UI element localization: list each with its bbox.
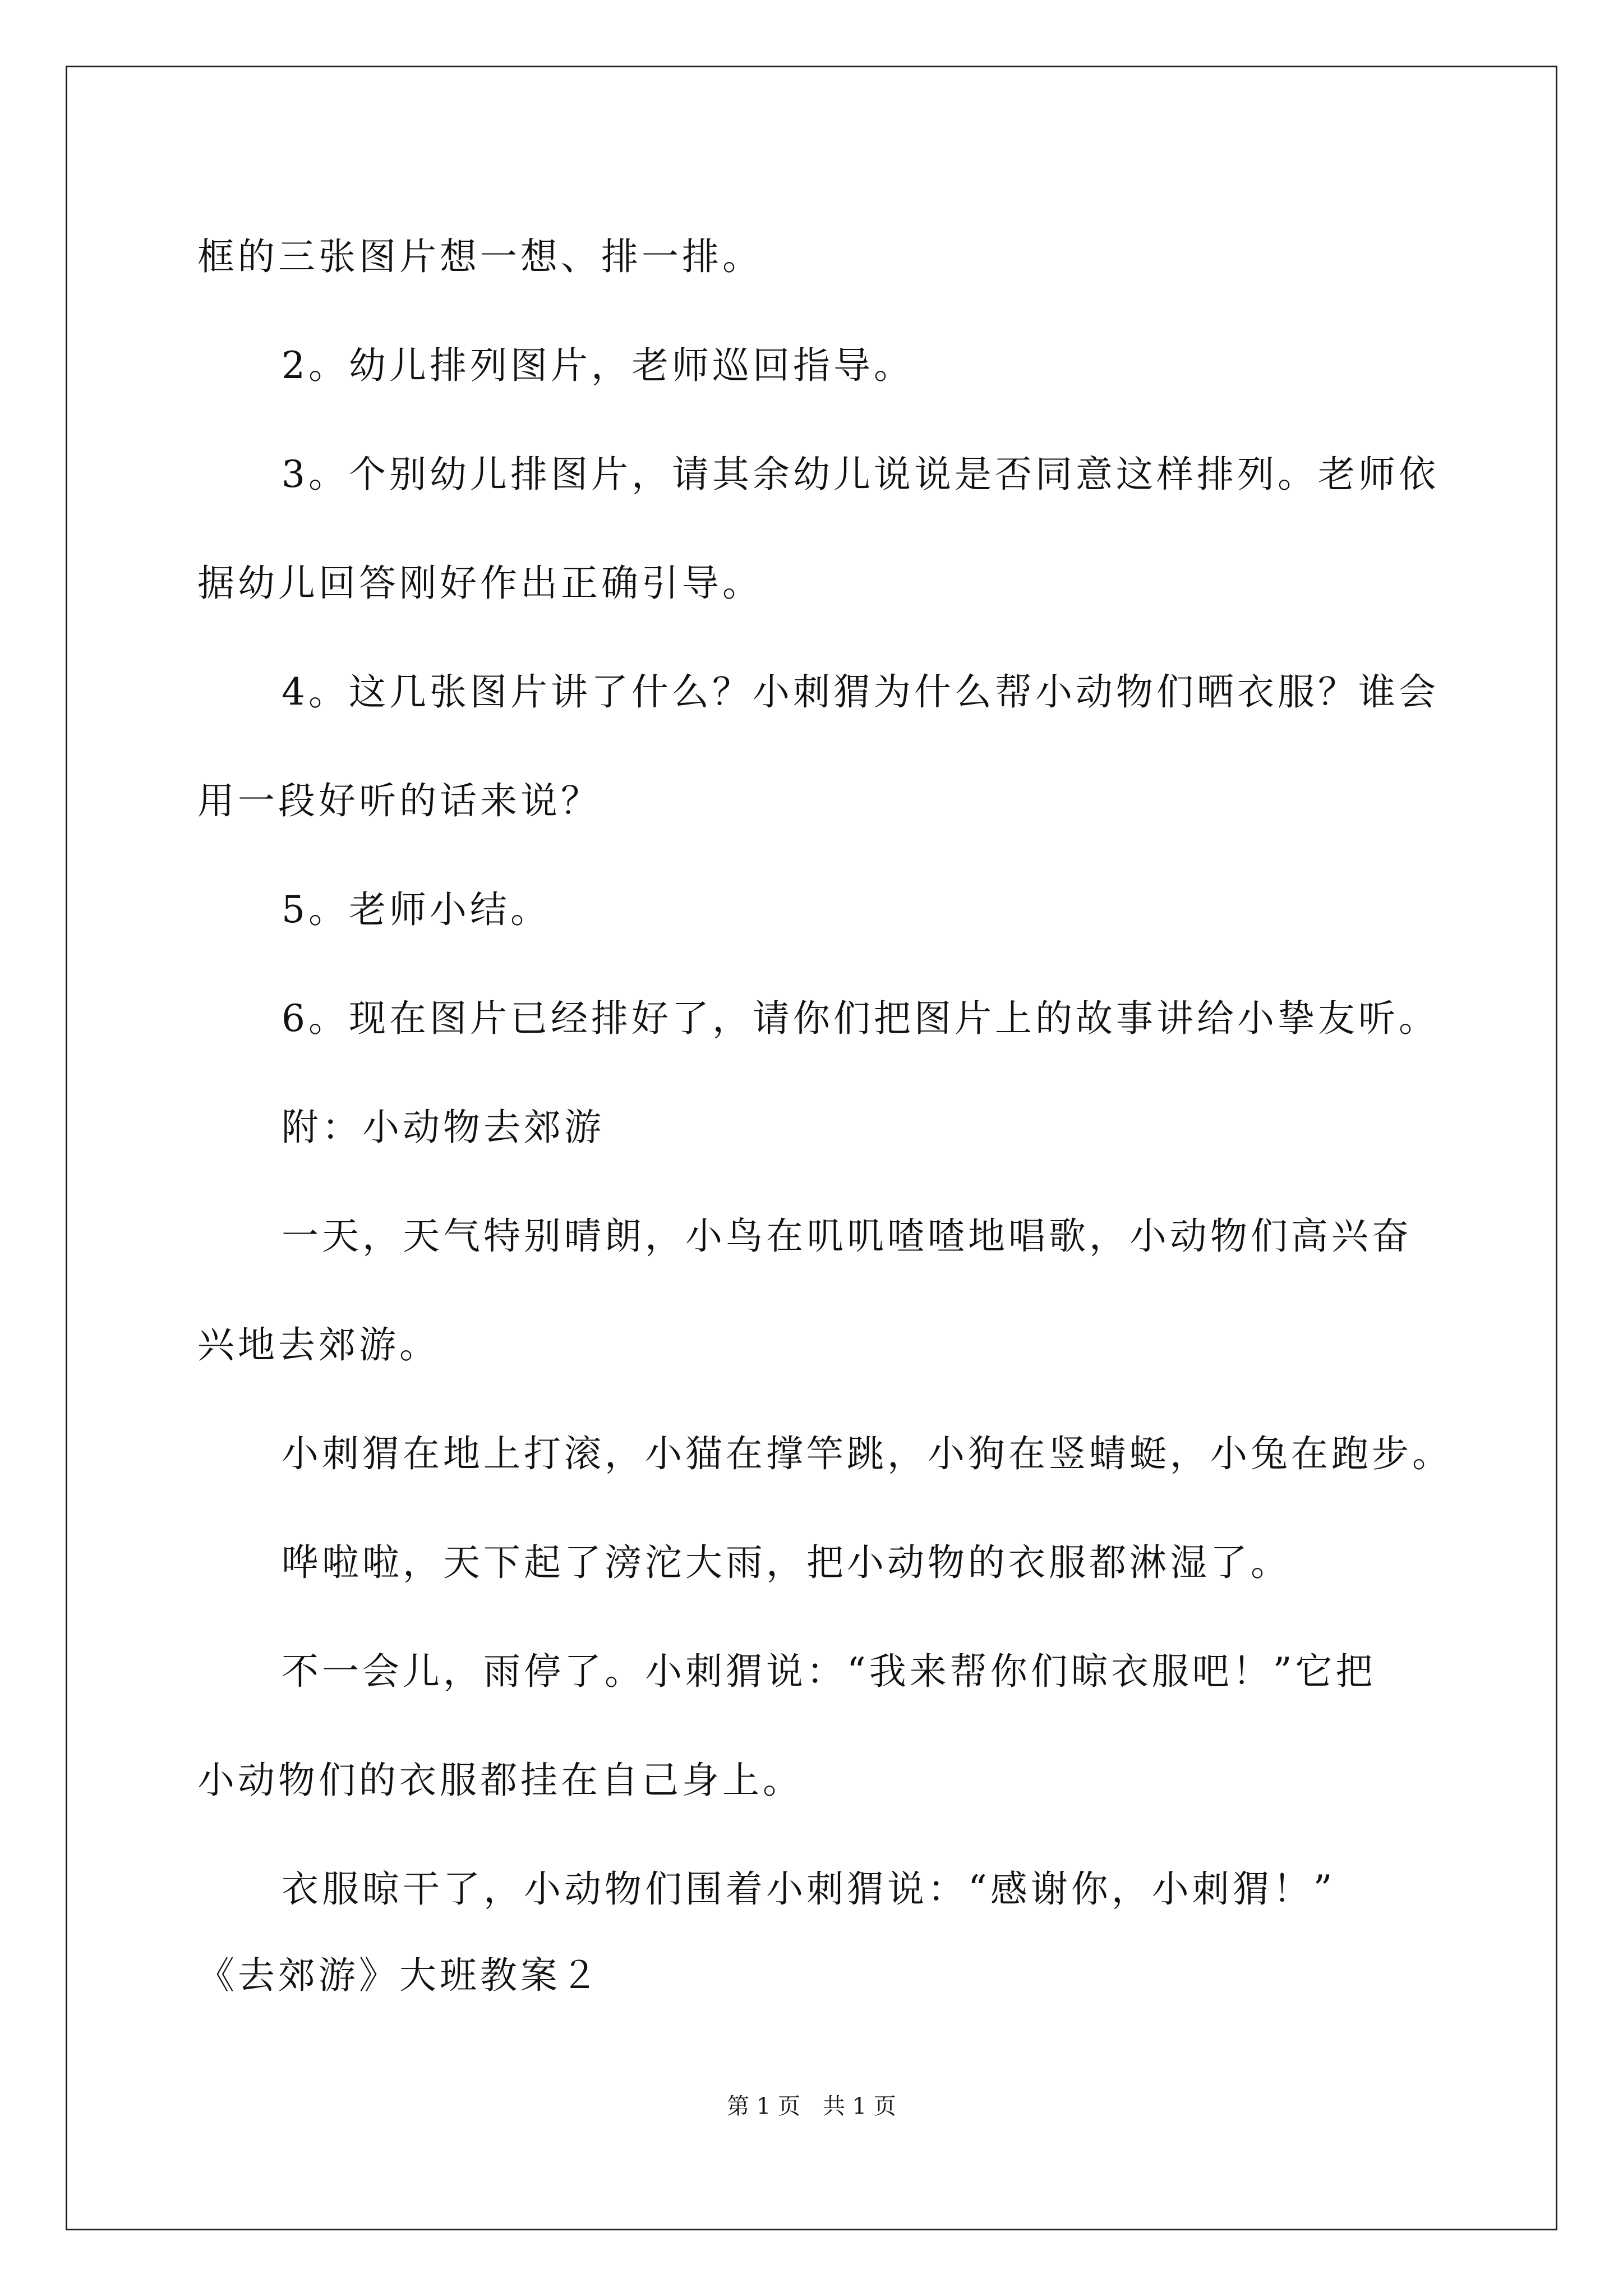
page-number-footer: 第 1 页 共 1 页 bbox=[727, 2093, 896, 2119]
text-line-15: 小动物们的衣服都挂在自己身上。 bbox=[197, 1759, 803, 1802]
text-line-6: 用一段好听的话来说？ bbox=[197, 779, 601, 822]
story-title: 附：小动物去郊游 bbox=[282, 1106, 605, 1149]
text-line-13: 哗啦啦，天下起了滂沱大雨，把小动物的衣服都淋湿了。 bbox=[282, 1541, 1291, 1584]
text-line-3: 3。个别幼儿排图片，请其余幼儿说说是否同意这样排列。老师依 bbox=[282, 453, 1439, 496]
text-line-1: 框的三张图片想一想、排一排。 bbox=[197, 235, 763, 278]
text-line-4: 据幼儿回答刚好作出正确引导。 bbox=[197, 562, 763, 605]
section-heading: 《去郊游》大班教案２ bbox=[197, 1954, 601, 1997]
text-line-7: 5。老师小结。 bbox=[282, 888, 551, 931]
text-line-12: 小刺猬在地上打滚，小猫在撑竿跳，小狗在竖蜻蜓，小兔在跑步。 bbox=[282, 1432, 1453, 1475]
text-line-14: 不一会儿，雨停了。小刺猬说：“我来帮你们晾衣服吧！”它把 bbox=[282, 1650, 1376, 1693]
text-line-11: 兴地去郊游。 bbox=[197, 1323, 440, 1366]
text-line-16: 衣服晾干了，小动物们围着小刺猬说：“感谢你，小刺猬！” bbox=[282, 1867, 1336, 1911]
text-line-8: 6。现在图片已经排好了，请你们把图片上的故事讲给小挚友听。 bbox=[282, 997, 1439, 1040]
text-line-5: 4。这几张图片讲了什么？小刺猬为什么帮小动物们晒衣服？谁会 bbox=[282, 670, 1439, 714]
text-line-10: 一天，天气特别晴朗，小鸟在叽叽喳喳地唱歌，小动物们高兴奋 bbox=[282, 1214, 1412, 1258]
text-line-2: 2。幼儿排列图片，老师巡回指导。 bbox=[282, 344, 914, 387]
